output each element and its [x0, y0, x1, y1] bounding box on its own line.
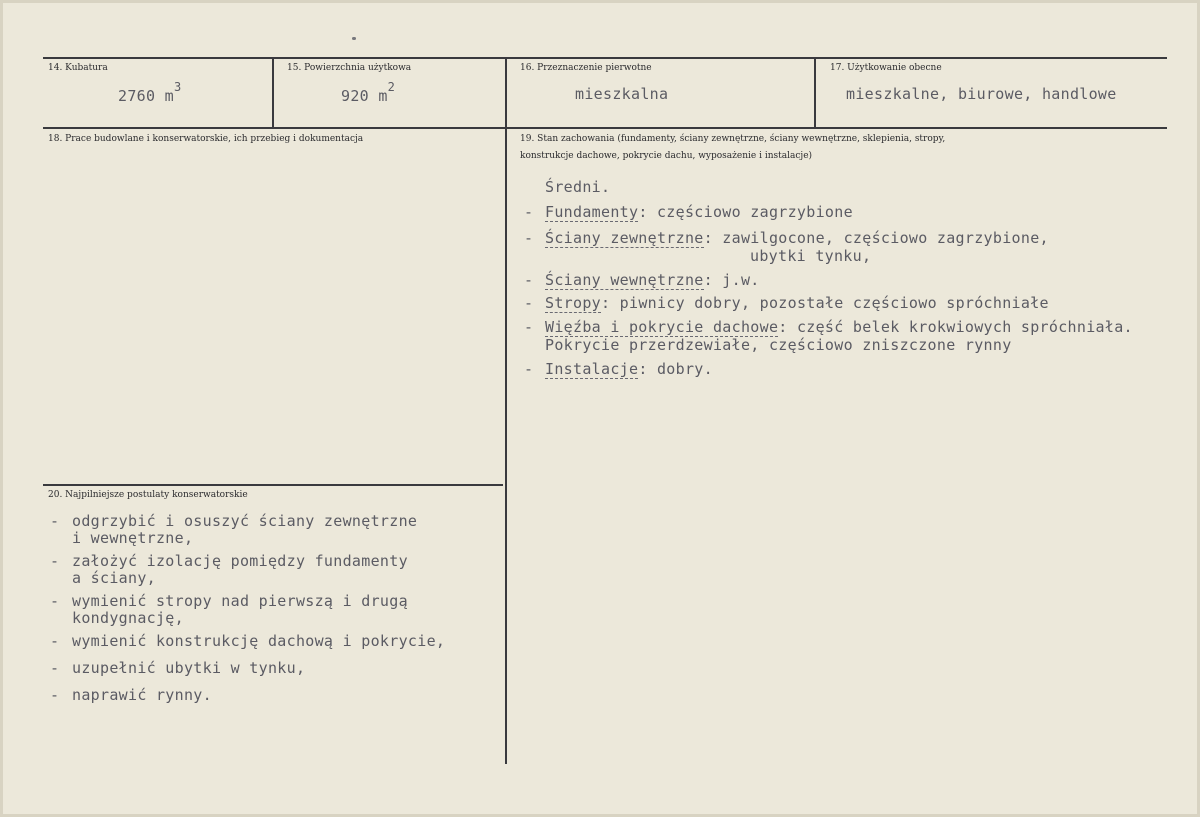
stan-item [545, 229, 1049, 247]
postulat-item: wymienić konstrukcję dachową i pokrycie, [72, 632, 446, 650]
postulat-item: wymienić stropy nad pierwszą i drugą [72, 592, 408, 610]
stan-item-text: : częściowo zagrzybione [638, 203, 853, 221]
postulat-item: założyć izolację pomiędzy fundamenty [72, 552, 408, 570]
divider-col2 [505, 57, 507, 764]
stan-item [545, 271, 760, 289]
stan-item-text: : dobry. [638, 360, 713, 378]
kubatura-label: 14. Kubatura [48, 63, 108, 73]
stan-item-text: : zawilgocone, częściowo zagrzybione, [703, 229, 1049, 247]
postulat-dash: - [50, 659, 60, 677]
stan-item-continuation: Pokrycie przerdzewiałe, częściowo zniszczone rynny [545, 336, 1012, 354]
przeznaczenie-label: 16. Przeznaczenie pierwotne [520, 63, 652, 73]
kubatura-number: 2760 m [118, 87, 174, 105]
postulat-item-continuation: a ściany, [72, 569, 156, 587]
stan-dash: - [524, 203, 534, 221]
divider-col1 [272, 57, 274, 127]
stan-dash: - [524, 294, 534, 312]
stan-item-text: : część belek krokwiowych spróchniała. [778, 318, 1133, 336]
stan-dash: - [524, 318, 534, 336]
powierzchnia-label: 15. Powierzchnia użytkowa [287, 63, 412, 73]
stan-item-continuation: ubytki tynku, [750, 247, 872, 265]
postulat-dash: - [50, 686, 60, 704]
kubatura-unit-sup: 3 [174, 80, 182, 94]
uzytkowanie-value: mieszkalne, biurowe, handlowe [846, 85, 1117, 103]
ink-mark [352, 37, 356, 40]
stan-dash: - [524, 271, 534, 289]
kubatura-value [118, 80, 182, 105]
stan-item-key: Ściany wewnętrzne [545, 271, 704, 289]
stan-item [545, 203, 853, 221]
postulat-dash: - [50, 552, 60, 570]
top-rule [43, 57, 1167, 59]
uzytkowanie-label: 17. Użytkowanie obecne [830, 63, 942, 73]
stan-summary: Średni. [545, 178, 611, 196]
stan-item [545, 318, 1133, 336]
stan-item [545, 360, 713, 378]
postulat-dash: - [50, 632, 60, 650]
stan-item-key: Ściany zewnętrzne [545, 229, 704, 247]
postulat-item: naprawić rynny. [72, 686, 212, 704]
stan-dash: - [524, 229, 534, 247]
postulat-dash: - [50, 512, 60, 530]
postulaty-label: 20. Najpilniejsze postulaty konserwatorskie [48, 490, 248, 500]
stan-dash: - [524, 360, 534, 378]
prace-label: 18. Prace budowlane i konserwatorskie, ich przebieg i dokumentacja [48, 134, 364, 144]
stan-item [545, 294, 1049, 312]
postulat-item-continuation: kondygnację, [72, 609, 184, 627]
row1-bottom-rule [43, 127, 1167, 129]
przeznaczenie-value: mieszkalna [575, 85, 669, 103]
stan-item-key: Instalacje [545, 360, 639, 378]
powierzchnia-unit-sup: 2 [387, 80, 396, 94]
stan-item-key: Stropy [545, 294, 601, 312]
stan-item-text: : piwnicy dobry, pozostałe częściowo spróchniałe [601, 294, 1049, 312]
stan-item-text: : j.w. [703, 271, 760, 289]
stan-item-key: Fundamenty [545, 203, 639, 221]
stan-label: 19. Stan zachowania (fundamenty, ściany zewnętrzne, ściany wewnętrzne, sklepienia, stropy, konstrukcje dachowe, pokrycie dachu, wyposażenie i instalacje) [520, 134, 946, 161]
divider-col3 [814, 57, 816, 127]
postulaty-top-rule [43, 484, 503, 486]
powierzchnia-value [341, 80, 396, 105]
powierzchnia-number: 920 m [341, 87, 388, 105]
postulat-item-continuation: i wewnętrzne, [72, 529, 194, 547]
postulat-item: odgrzybić i osuszyć ściany zewnętrzne [72, 512, 418, 530]
postulat-item: uzupełnić ubytki w tynku, [72, 659, 306, 677]
stan-item-key: Więźba i pokrycie dachowe [545, 318, 779, 336]
postulat-dash: - [50, 592, 60, 610]
